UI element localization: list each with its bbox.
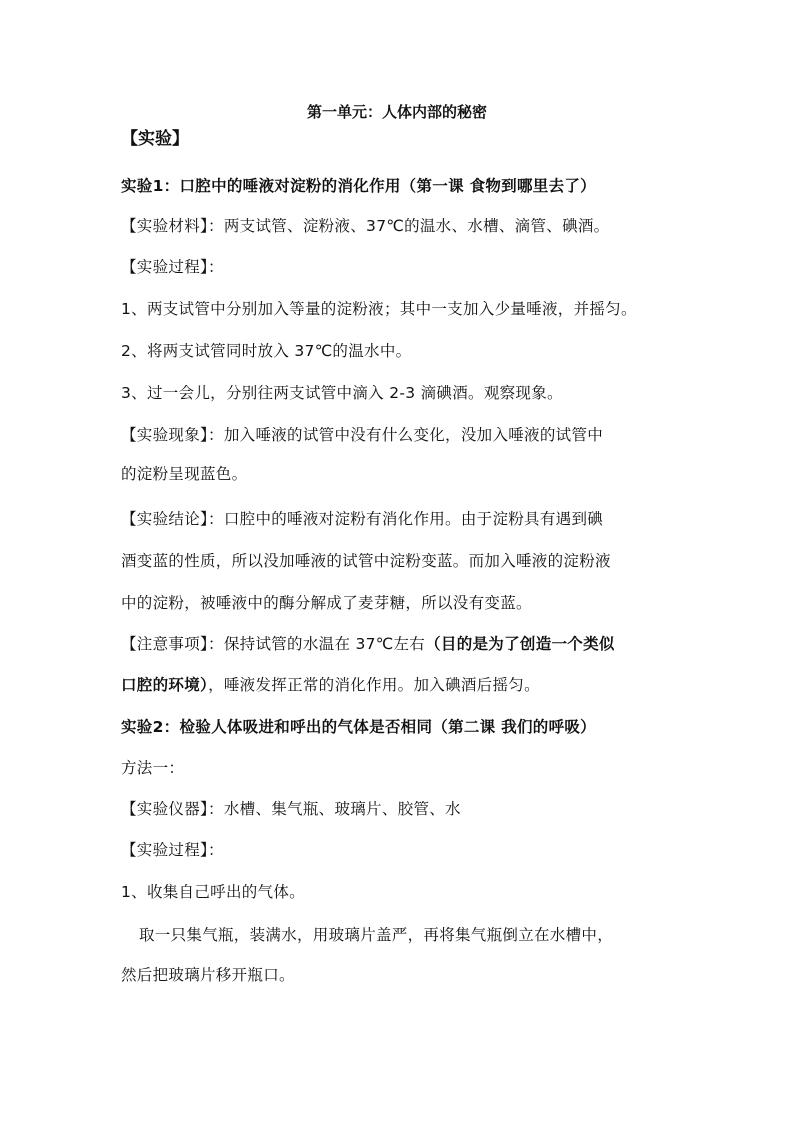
exp1-step-1: 1、两支试管中分别加入等量的淀粉液；其中一支加入少量唾液，并摇匀。	[121, 300, 637, 318]
exp1-materials: 【实验材料】：两支试管、淀粉液、37℃的温水、水槽、滴管、碘酒。	[121, 217, 610, 235]
exp1-note-line-1	[121, 634, 681, 654]
exp1-note-line-2	[121, 675, 681, 695]
exp1-conclusion-line-3: 中的淀粉，被唾液中的酶分解成了麦芽糖，所以没有变蓝。	[121, 594, 532, 612]
exp1-process-label: 【实验过程】：	[121, 258, 224, 276]
exp1-conclusion-line-1: 【实验结论】：口腔中的唾液对淀粉有消化作用。由于淀粉具有遇到碘	[121, 510, 604, 528]
exp2-instruments: 【实验仪器】：水槽、集气瓶、玻璃片、胶管、水	[121, 800, 461, 818]
exp2-step-1: 1、收集自己呼出的气体。	[121, 883, 305, 901]
exp1-conclusion-line-2: 酒变蓝的性质，所以没加唾液的试管中淀粉变蓝。而加入唾液的淀粉液	[121, 552, 611, 570]
exp1-note-prefix: 【注意事项】：保持试管的水温在 37℃左右	[121, 635, 426, 653]
exp1-step-2: 2、将两支试管同时放入 37℃的温水中。	[121, 342, 412, 360]
exp2-process-label: 【实验过程】：	[121, 841, 224, 859]
exp2-step-1-detail-line-2: 然后把玻璃片移开瓶口。	[121, 966, 295, 984]
section-label: 【实验】	[121, 129, 189, 149]
document-title: 第一单元：人体内部的秘密	[306, 103, 487, 121]
exp1-heading: 实验1：口腔中的唾液对淀粉的消化作用（第一课 食物到哪里去了）	[121, 177, 596, 195]
exp1-phenomenon-line-2: 的淀粉呈现蓝色。	[121, 465, 248, 483]
exp1-step-3: 3、过一会儿，分别往两支试管中滴入 2-3 滴碘酒。观察现象。	[121, 384, 563, 402]
exp2-heading: 实验2：检验人体吸进和呼出的气体是否相同（第二课 我们的呼吸）	[121, 718, 596, 736]
exp1-note-suffix: ，唾液发挥正常的消化作用。加入碘酒后摇匀。	[208, 676, 540, 694]
exp2-method: 方法一：	[121, 759, 185, 777]
exp2-step-1-detail-line-1: 取一只集气瓶，装满水，用玻璃片盖严，再将集气瓶倒立在水槽中，	[139, 926, 614, 944]
exp1-note-bold-1: （目的是为了创造一个类似	[425, 635, 615, 653]
exp1-note-bold-2: 口腔的环境）	[121, 676, 209, 694]
exp1-phenomenon-line-1: 【实验现象】：加入唾液的试管中没有什么变化，没加入唾液的试管中	[121, 426, 604, 444]
